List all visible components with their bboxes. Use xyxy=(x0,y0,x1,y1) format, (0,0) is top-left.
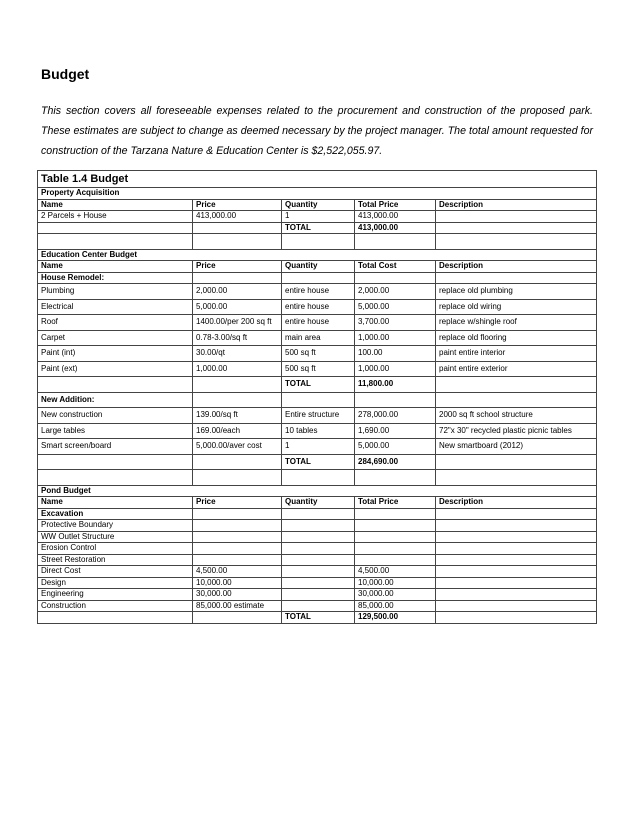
column-header-row xyxy=(38,497,597,509)
column-header: Quantity xyxy=(282,497,355,509)
column-header: Description xyxy=(436,199,597,211)
table-cell: 30.00/qt xyxy=(193,346,282,362)
table-cell: 278,000.00 xyxy=(355,408,436,424)
total-value: 413,000.00 xyxy=(355,222,436,234)
table-cell xyxy=(282,531,355,543)
table-cell xyxy=(282,600,355,612)
table-cell: 169.00/each xyxy=(193,423,282,439)
table-cell xyxy=(193,554,282,566)
table-cell: New smartboard (2012) xyxy=(436,439,597,455)
section-header-row xyxy=(38,485,597,497)
table-row xyxy=(38,408,597,424)
table-cell: Protective Boundary xyxy=(38,520,193,532)
subsection-label: House Remodel: xyxy=(38,272,193,284)
table-cell xyxy=(355,531,436,543)
column-header: Description xyxy=(436,497,597,509)
table-cell xyxy=(355,508,436,520)
blank-row xyxy=(38,470,597,486)
table-cell: New construction xyxy=(38,408,193,424)
subsection-row xyxy=(38,508,597,520)
table-row xyxy=(38,554,597,566)
table-row xyxy=(38,315,597,331)
total-row xyxy=(38,454,597,470)
table-cell: 5,000.00/aver cost xyxy=(193,439,282,455)
table-cell: Engineering xyxy=(38,589,193,601)
table-cell: 2,000.00 xyxy=(193,284,282,300)
table-cell: 0.78-3.00/sq ft xyxy=(193,330,282,346)
table-cell xyxy=(436,531,597,543)
table-cell: Paint (ext) xyxy=(38,361,193,377)
blank-row xyxy=(38,234,597,250)
column-header: Price xyxy=(193,497,282,509)
total-value: 11,800.00 xyxy=(355,377,436,393)
table-cell xyxy=(193,454,282,470)
table-cell: entire house xyxy=(282,315,355,331)
table-cell xyxy=(282,272,355,284)
table-row xyxy=(38,531,597,543)
table-cell: Smart screen/board xyxy=(38,439,193,455)
table-cell: 413,000.00 xyxy=(193,211,282,223)
table-cell xyxy=(436,222,597,234)
column-header: Name xyxy=(38,261,193,273)
table-cell xyxy=(38,377,193,393)
table-cell xyxy=(436,554,597,566)
table-cell: 1,000.00 xyxy=(355,330,436,346)
table-cell: 2 Parcels + House xyxy=(38,211,193,223)
table-cell: paint entire interior xyxy=(436,346,597,362)
table-cell: Carpet xyxy=(38,330,193,346)
subsection-row xyxy=(38,272,597,284)
section-title: Property Acquisition xyxy=(38,188,597,200)
table-cell: 139.00/sq ft xyxy=(193,408,282,424)
section-header-row xyxy=(38,249,597,261)
table-cell xyxy=(193,508,282,520)
table-cell xyxy=(436,211,597,223)
table-cell: Street Restoration xyxy=(38,554,193,566)
table-cell: 85,000.00 xyxy=(355,600,436,612)
table-cell xyxy=(436,508,597,520)
table-cell xyxy=(355,520,436,532)
table-cell xyxy=(282,543,355,555)
table-row xyxy=(38,566,597,578)
table-cell xyxy=(193,470,282,486)
column-header: Total Price xyxy=(355,497,436,509)
table-cell: paint entire exterior xyxy=(436,361,597,377)
table-cell xyxy=(436,600,597,612)
table-row xyxy=(38,439,597,455)
column-header: Description xyxy=(436,261,597,273)
table-cell xyxy=(355,234,436,250)
section-title: Education Center Budget xyxy=(38,249,597,261)
total-value: 284,690.00 xyxy=(355,454,436,470)
table-cell: 10 tables xyxy=(282,423,355,439)
table-cell: 1400.00/per 200 sq ft xyxy=(193,315,282,331)
table-cell: entire house xyxy=(282,284,355,300)
table-cell xyxy=(436,520,597,532)
section-header-row xyxy=(38,188,597,200)
table-cell xyxy=(38,234,193,250)
table-cell xyxy=(282,520,355,532)
table-cell xyxy=(282,577,355,589)
total-value: 129,500.00 xyxy=(355,612,436,624)
table-row xyxy=(38,589,597,601)
table-row xyxy=(38,284,597,300)
table-cell: 5,000.00 xyxy=(193,299,282,315)
total-label: TOTAL xyxy=(282,377,355,393)
subsection-label: New Addition: xyxy=(38,392,193,408)
table-cell: replace old wiring xyxy=(436,299,597,315)
table-cell: 413,000.00 xyxy=(355,211,436,223)
table-row xyxy=(38,577,597,589)
table-cell xyxy=(436,234,597,250)
table-cell xyxy=(282,470,355,486)
total-row xyxy=(38,222,597,234)
column-header: Quantity xyxy=(282,199,355,211)
table-cell: replace old plumbing xyxy=(436,284,597,300)
table-cell: WW Outlet Structure xyxy=(38,531,193,543)
table-cell xyxy=(38,612,193,624)
table-cell: entire house xyxy=(282,299,355,315)
column-header-row xyxy=(38,199,597,211)
column-header: Price xyxy=(193,199,282,211)
table-cell: main area xyxy=(282,330,355,346)
budget-table xyxy=(37,170,597,624)
table-row xyxy=(38,423,597,439)
table-cell: 30,000.00 xyxy=(193,589,282,601)
column-header: Name xyxy=(38,199,193,211)
column-header: Quantity xyxy=(282,261,355,273)
table-cell xyxy=(193,520,282,532)
table-cell xyxy=(193,377,282,393)
table-cell xyxy=(355,272,436,284)
total-label: TOTAL xyxy=(282,612,355,624)
table-cell: 10,000.00 xyxy=(355,577,436,589)
table-cell xyxy=(38,454,193,470)
table-cell: Erosion Control xyxy=(38,543,193,555)
table-cell: 3,700.00 xyxy=(355,315,436,331)
table-cell: 72"x 30" recycled plastic picnic tables xyxy=(436,423,597,439)
total-label: TOTAL xyxy=(282,454,355,470)
table-cell: 5,000.00 xyxy=(355,299,436,315)
table-cell xyxy=(436,454,597,470)
table-cell: 1 xyxy=(282,439,355,455)
table-row xyxy=(38,543,597,555)
table-cell: 1,690.00 xyxy=(355,423,436,439)
table-row xyxy=(38,330,597,346)
table-cell: 1,000.00 xyxy=(355,361,436,377)
table-cell xyxy=(282,508,355,520)
table-cell xyxy=(282,234,355,250)
table-cell xyxy=(355,470,436,486)
table-cell: Plumbing xyxy=(38,284,193,300)
table-cell: replace old flooring xyxy=(436,330,597,346)
column-header: Price xyxy=(193,261,282,273)
table-cell: Design xyxy=(38,577,193,589)
table-cell: 4,500.00 xyxy=(193,566,282,578)
table-cell xyxy=(38,470,193,486)
table-cell xyxy=(436,377,597,393)
table-cell xyxy=(355,392,436,408)
table-cell xyxy=(193,543,282,555)
table-cell xyxy=(436,612,597,624)
section-heading: Budget xyxy=(41,66,90,82)
table-cell xyxy=(282,589,355,601)
table-cell xyxy=(436,543,597,555)
intro-paragraph: This section covers all foreseeable expenses related to the procurement and construction of the proposed park. These estimates are subject to change as deemed necessary by the project manager. The total amount requested for construction of the Tarzana Nature & Education Center is $2,522,055.97. xyxy=(41,105,593,157)
table-cell: Electrical xyxy=(38,299,193,315)
table-title: Table 1.4 Budget xyxy=(38,171,597,188)
subsection-row xyxy=(38,392,597,408)
table-cell xyxy=(436,470,597,486)
table-cell: 30,000.00 xyxy=(355,589,436,601)
table-cell: Construction xyxy=(38,600,193,612)
column-header-row xyxy=(38,261,597,273)
section-title: Pond Budget xyxy=(38,485,597,497)
column-header: Name xyxy=(38,497,193,509)
table-row xyxy=(38,361,597,377)
table-cell: 500 sq ft xyxy=(282,361,355,377)
table-cell xyxy=(193,612,282,624)
table-cell: Direct Cost xyxy=(38,566,193,578)
table-cell: 500 sq ft xyxy=(282,346,355,362)
table-cell xyxy=(193,272,282,284)
table-cell xyxy=(193,392,282,408)
table-row xyxy=(38,299,597,315)
total-row xyxy=(38,377,597,393)
table-cell xyxy=(38,222,193,234)
table-row xyxy=(38,346,597,362)
column-header: Total Cost xyxy=(355,261,436,273)
total-row xyxy=(38,612,597,624)
table-cell xyxy=(436,589,597,601)
column-header: Total Price xyxy=(355,199,436,211)
table-cell xyxy=(282,566,355,578)
table-cell xyxy=(355,543,436,555)
total-label: TOTAL xyxy=(282,222,355,234)
table-cell xyxy=(193,222,282,234)
table-cell: replace w/shingle roof xyxy=(436,315,597,331)
table-cell xyxy=(436,272,597,284)
table-cell xyxy=(282,554,355,566)
table-cell: 100.00 xyxy=(355,346,436,362)
table-row xyxy=(38,211,597,223)
table-cell: 2,000.00 xyxy=(355,284,436,300)
table-cell xyxy=(282,392,355,408)
table-cell: 5,000.00 xyxy=(355,439,436,455)
table-cell: 1 xyxy=(282,211,355,223)
table-cell: 10,000.00 xyxy=(193,577,282,589)
table-cell: 85,000.00 estimate xyxy=(193,600,282,612)
table-cell: Paint (int) xyxy=(38,346,193,362)
table-cell xyxy=(436,577,597,589)
table-cell: 1,000.00 xyxy=(193,361,282,377)
table-cell xyxy=(193,531,282,543)
table-row xyxy=(38,520,597,532)
table-cell: 4,500.00 xyxy=(355,566,436,578)
table-cell xyxy=(436,566,597,578)
table-cell xyxy=(355,554,436,566)
table-cell: Entire structure xyxy=(282,408,355,424)
table-row xyxy=(38,600,597,612)
table-title-row xyxy=(38,171,597,188)
table-cell: 2000 sq ft school structure xyxy=(436,408,597,424)
table-cell xyxy=(436,392,597,408)
table-cell: Roof xyxy=(38,315,193,331)
table-cell: Large tables xyxy=(38,423,193,439)
table-cell xyxy=(193,234,282,250)
subsection-label: Excavation xyxy=(38,508,193,520)
